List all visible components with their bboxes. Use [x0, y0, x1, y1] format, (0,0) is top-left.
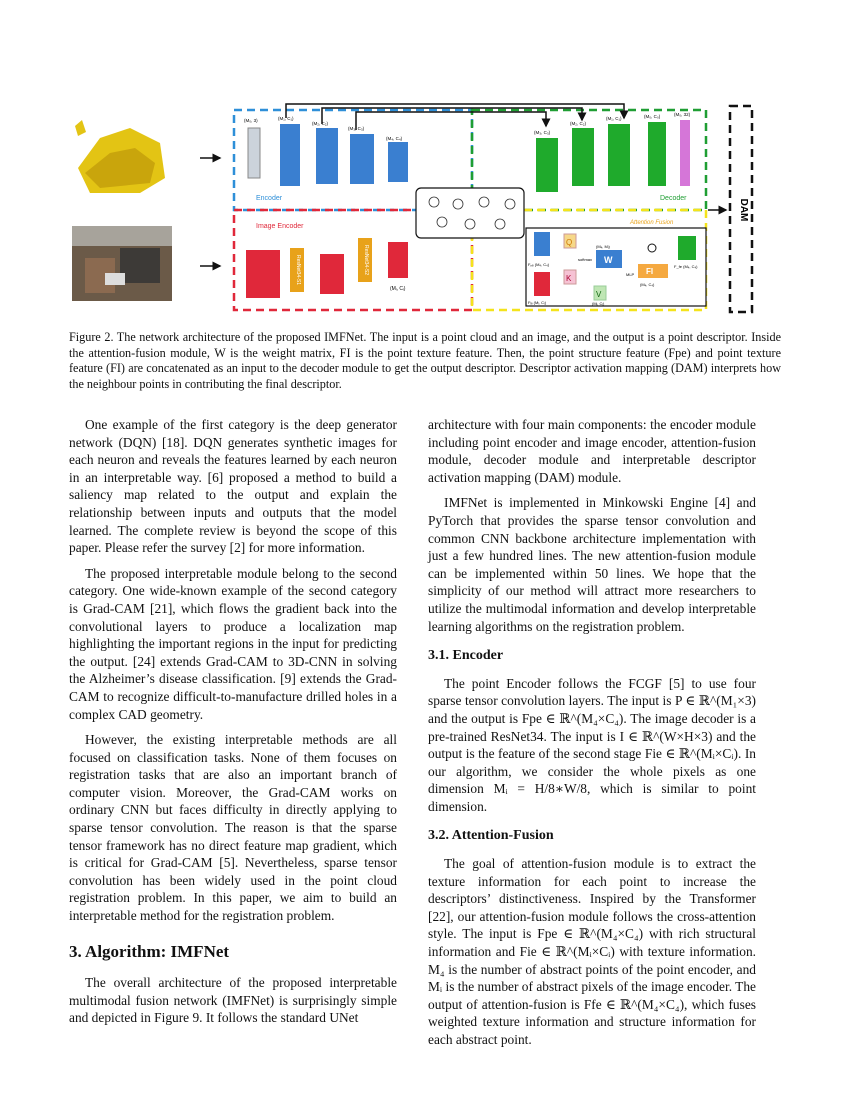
resnet-s2-label: ResNet34-S2: [363, 244, 369, 276]
right-column: [428, 416, 756, 1057]
encoder-label: Encoder: [256, 195, 283, 202]
section-heading-encoder: 3.1. Encoder: [428, 648, 504, 664]
fused-feature-box: [416, 188, 524, 238]
fi-label: FI: [646, 267, 654, 276]
point-cloud-image: [70, 118, 170, 198]
enc-tag-2: (M₂, C₂): [312, 121, 328, 126]
section-heading-algorithm: 3. Algorithm: IMFNet: [69, 941, 230, 961]
dec-tag-4: (M₀, 32): [674, 112, 691, 117]
input-photo: [72, 226, 172, 301]
mlp-label: MLP: [626, 272, 635, 277]
resnet-s1-label: ResNet34-S1: [295, 254, 301, 286]
left-paragraph-2: The proposed interpretable module belong to the second category. One wide-known example of the second category is Grad-CAM [21], which flows the gradient back into the convolutional layers to produce a localization map highlighting the important regions in the input for predicting the output. [24] extends Grad-CAM to 3D-CNN in solving the Alzheimer’s disease classification. [9] extends the Grad-CAM to recognize difficult-to-manufacture drilled holes in a complex CAD geometry.: [69, 565, 397, 722]
section-heading-attention-fusion: 3.2. Attention-Fusion: [428, 828, 554, 844]
left-paragraph-1: One example of the first category is the deep generator network (DQN) [18]. DQN generates synthetic images for each neuron and reveals the features learned by each neuron in an interpretable way. [6] proposed a method to build a saliency map related to the output and explain the relationship between inputs and outputs that the model learned. The complete review is beyond the scope of this paper. Please refer the survey [2] for more information.: [69, 417, 397, 556]
decoder-label: Decoder: [660, 195, 687, 202]
w-tag: (M₄, Mᵢ): [596, 244, 610, 249]
image-feature-tag: (Mᵢ, Cᵢ): [390, 286, 406, 292]
q-label: Q: [566, 238, 573, 247]
left-paragraph-3: However, the existing interpretable methods are all focused on classification tasks. None of them focuses on registration tasks that are also an important branch of computer vision. Moreover, the Grad-CAM works on ordinary CNN but faces difficulty in directly applying to sparse tensor convolution. The reason is that the sparse tensor framework has no direct feature map gradient, which is critical for Grad-CAM [5]. Nevertheless, sparse tensor convolution has been widely used in the point cloud registration problem. In this paper, we aim to build an interpretable method for the registration problem.: [69, 732, 397, 924]
enc-tag-0: (M₀, 3): [244, 118, 258, 123]
softmax-label: softmax: [578, 257, 593, 262]
image-encoder-layers: [246, 238, 408, 298]
image-encoder-label: Image Encoder: [256, 223, 304, 230]
dec-tag-1: (M₂, C₂): [570, 121, 586, 126]
right-paragraph-4: The goal of attention-fusion module is to extract the texture information for each point to increase the descriptors’ distinctiveness. Inspired by the Transformer [22], our attention-fusion module follows the cross-attention style. The input is Fpe ∈ ℝ^(M₄×C₄) with rich structural information and Fie ∈ ℝ^(Mᵢ×Cᵢ) with texture information. M₄ is the number of abstract points of the point encoder, and Mᵢ is the number of abstract pixels of the image encoder. The output of attention-fusion is Ffe ∈ ℝ^(M₄×C₄), which fuses weighted texture information and structure information for each abstract point.: [428, 856, 756, 1047]
ffe-label: F_fe (M₄, C₄): [674, 264, 698, 269]
left-paragraph-4: The overall architecture of the proposed interpretable multimodal fusion network (IMFNet) is surprisingly simple and depicted in Figure 9. It follows the standard UNet: [69, 975, 397, 1026]
v-tag: (Mᵢ, Cᵢ): [592, 301, 605, 306]
enc-tag-1: (M₁, C₁): [278, 116, 294, 121]
architecture-figure: [60, 98, 780, 320]
enc-tag-4: (M₄, C₄): [386, 136, 403, 141]
right-paragraph-3: The point Encoder follows the FCGF [5] to use four sparse tensor convolution layers. The input is P ∈ ℝ^(M₁×3) and the output is Fpe ∈ ℝ^(M₄×C₄). The image decoder is a pre-trained ResNet34. The input is I ∈ ℝ^(W×H×3) and the output is the feature of the second stage Fie ∈ ℝ^(Mᵢ×Cᵢ). In our algorithm, we consider the whole pixels as one dimension Mᵢ = H/8∗W/8, which is similar to point dimension.: [428, 675, 756, 814]
figure-caption: Figure 2. The network architecture of the proposed IMFNet. The input is a point cloud and an image, and the output is a point descriptor. Inside the attention-fusion module, W is the weight matrix, FI is the point texture feature. Then, the point structure feature (Fpe) and point texture feature (FI) are concatenated as an input to the decoder module to get the output descriptor. Descriptor activation mapping (DAM) interprets how the neighbour points in contributing the final descriptor.: [69, 330, 781, 391]
dec-tag-2: (M₁, C₁): [606, 116, 622, 121]
right-paragraph-2: IMFNet is implemented in Minkowski Engine [4] and PyTorch that provides the sparse tensor convolution and common CNN backbone architecture implementation with just a few hundred lines. The new attention-fusion module can be implemented within 50 lines. We hope that the simplicity of our method will attract more researchers to utilize the multimodal information and develop interpretable learning algorithms on the registration problem.: [428, 495, 756, 634]
k-label: K: [566, 274, 572, 283]
left-column: [69, 416, 397, 1035]
right-paragraph-1: architecture with four main components: the encoder module including point encoder and image encoder, attention-fusion module, decoder module and interpretable descriptor activation mapping (DAM) module.: [428, 417, 756, 485]
dec-tag-0: (M₃, C₃): [534, 130, 551, 135]
enc-tag-3: (M₃, C₃): [348, 126, 365, 131]
attention-fusion-label: Attention Fusion: [630, 220, 674, 226]
encoder-layers: [248, 124, 408, 186]
v-label: V: [596, 290, 602, 299]
decoder-layers: [536, 120, 690, 192]
dec-tag-3: (M₀, C₀): [644, 114, 661, 119]
w-label: W: [604, 255, 613, 265]
fpe-label: Fₚₑ (M₄, C₄): [528, 262, 550, 267]
fi-tag: (M₄, C₄): [640, 282, 655, 287]
fie-label: Fᵢₑ (Mᵢ, Cᵢ): [528, 300, 547, 305]
dam-label: DAM: [738, 198, 749, 222]
